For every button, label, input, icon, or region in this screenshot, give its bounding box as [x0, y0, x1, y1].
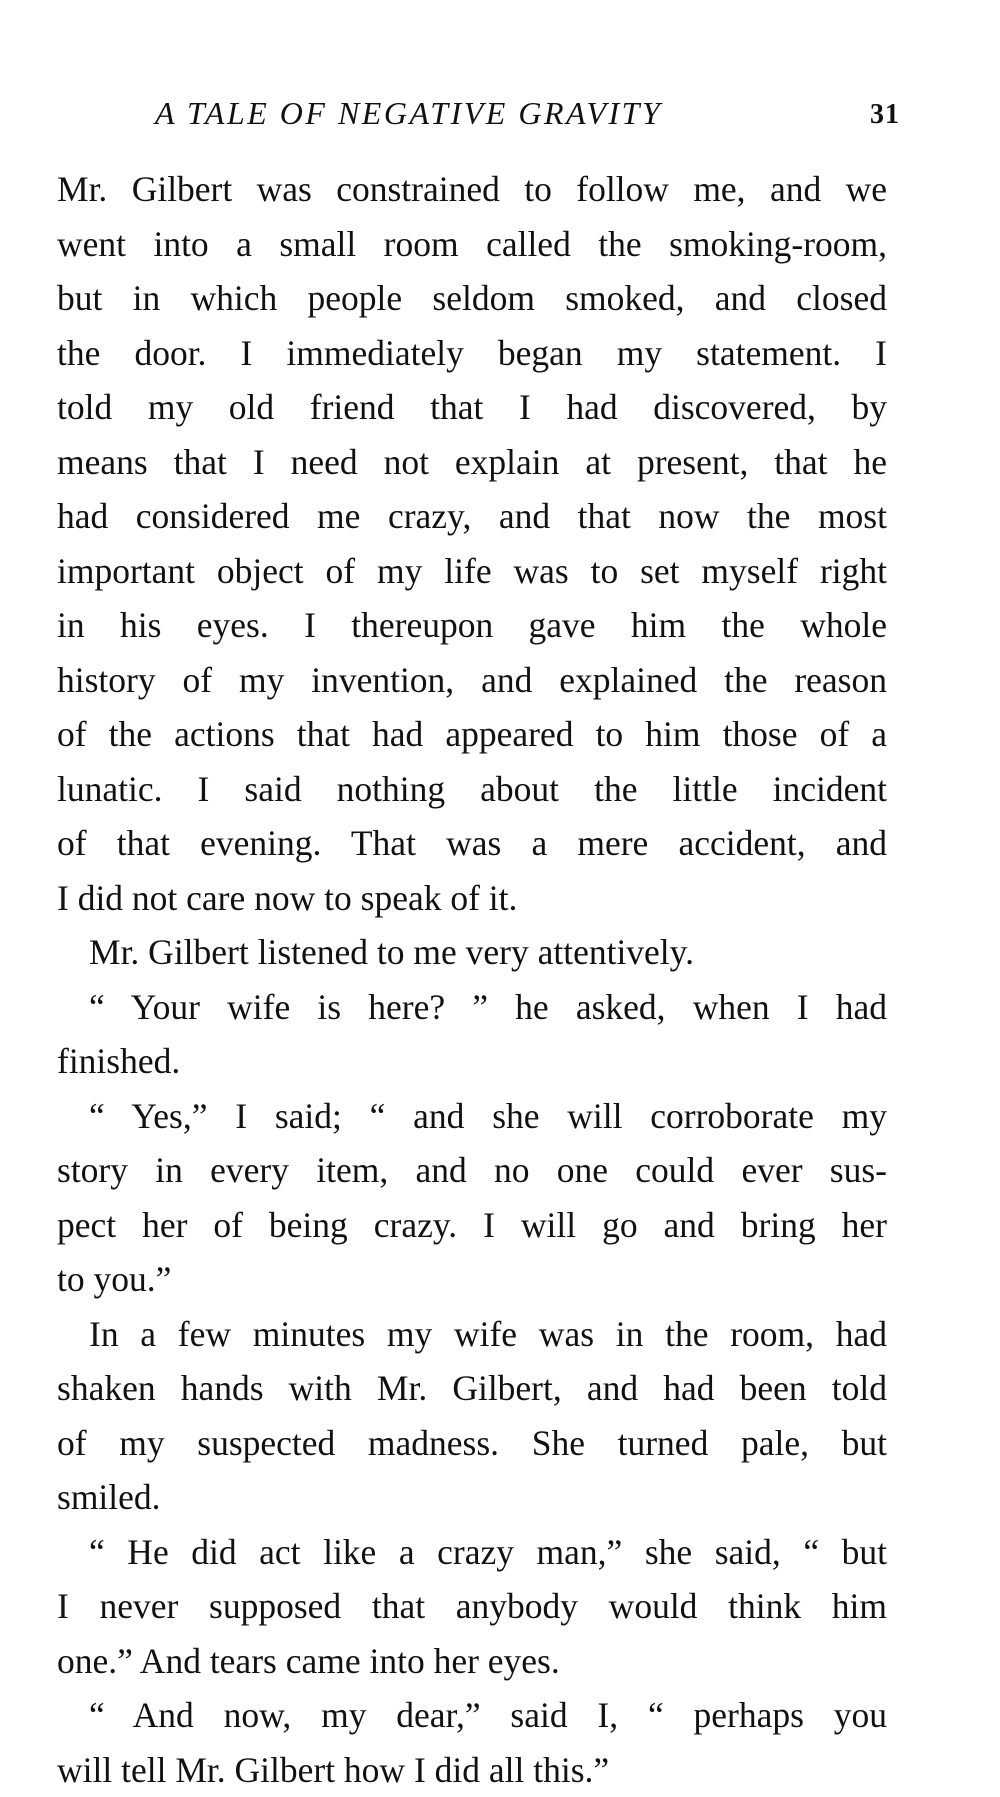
- text-line: I did not care now to speak of it.: [57, 871, 887, 926]
- text-line: important object of my life was to set myself right: [57, 544, 887, 599]
- text-line: in his eyes. I thereupon gave him the whole: [57, 598, 887, 653]
- text-line: the door. I immediately began my statement. I: [57, 326, 887, 381]
- text-line: had considered me crazy, and that now the most: [57, 489, 887, 544]
- paragraph-1: [57, 162, 887, 925]
- paragraph-6: [57, 1525, 887, 1689]
- paragraph-5: [57, 1307, 887, 1525]
- body-text: [57, 162, 887, 1797]
- running-head: [140, 95, 900, 135]
- text-line: history of my invention, and explained the reason: [57, 653, 887, 708]
- text-line: “ Yes,” I said; “ and she will corroborate my: [57, 1089, 887, 1144]
- text-line: Mr. Gilbert was constrained to follow me, and we: [57, 162, 887, 217]
- text-line: told my old friend that I had discovered, by: [57, 380, 887, 435]
- paragraph-7: [57, 1688, 887, 1797]
- text-line: will tell Mr. Gilbert how I did all this.”: [57, 1743, 887, 1797]
- text-line: finished.: [57, 1034, 887, 1089]
- text-line: Mr. Gilbert listened to me very attentively.: [57, 925, 887, 980]
- text-line: shaken hands with Mr. Gilbert, and had been told: [57, 1361, 887, 1416]
- text-line: one.” And tears came into her eyes.: [57, 1634, 887, 1689]
- text-line: lunatic. I said nothing about the little incident: [57, 762, 887, 817]
- running-title: A TALE OF NEGATIVE GRAVITY: [155, 95, 662, 132]
- text-line: of my suspected madness. She turned pale, but: [57, 1416, 887, 1471]
- text-line: I never supposed that anybody would think him: [57, 1579, 887, 1634]
- page-number: 31: [870, 99, 900, 131]
- text-line: to you.”: [57, 1252, 887, 1307]
- text-line: of the actions that had appeared to him those of a: [57, 707, 887, 762]
- paragraph-2: [57, 925, 887, 980]
- text-line: smiled.: [57, 1470, 887, 1525]
- text-line: “ Your wife is here? ” he asked, when I had: [57, 980, 887, 1035]
- text-line: but in which people seldom smoked, and closed: [57, 271, 887, 326]
- paragraph-3: [57, 980, 887, 1089]
- text-line: In a few minutes my wife was in the room, had: [57, 1307, 887, 1362]
- paragraph-4: [57, 1089, 887, 1307]
- text-line: “ He did act like a crazy man,” she said, “ but: [57, 1525, 887, 1580]
- text-line: of that evening. That was a mere accident, and: [57, 816, 887, 871]
- text-line: went into a small room called the smoking-room,: [57, 217, 887, 272]
- text-line: “ And now, my dear,” said I, “ perhaps you: [57, 1688, 887, 1743]
- text-line: means that I need not explain at present, that he: [57, 435, 887, 490]
- text-line: story in every item, and no one could ever sus-: [57, 1143, 887, 1198]
- text-line: pect her of being crazy. I will go and bring her: [57, 1198, 887, 1253]
